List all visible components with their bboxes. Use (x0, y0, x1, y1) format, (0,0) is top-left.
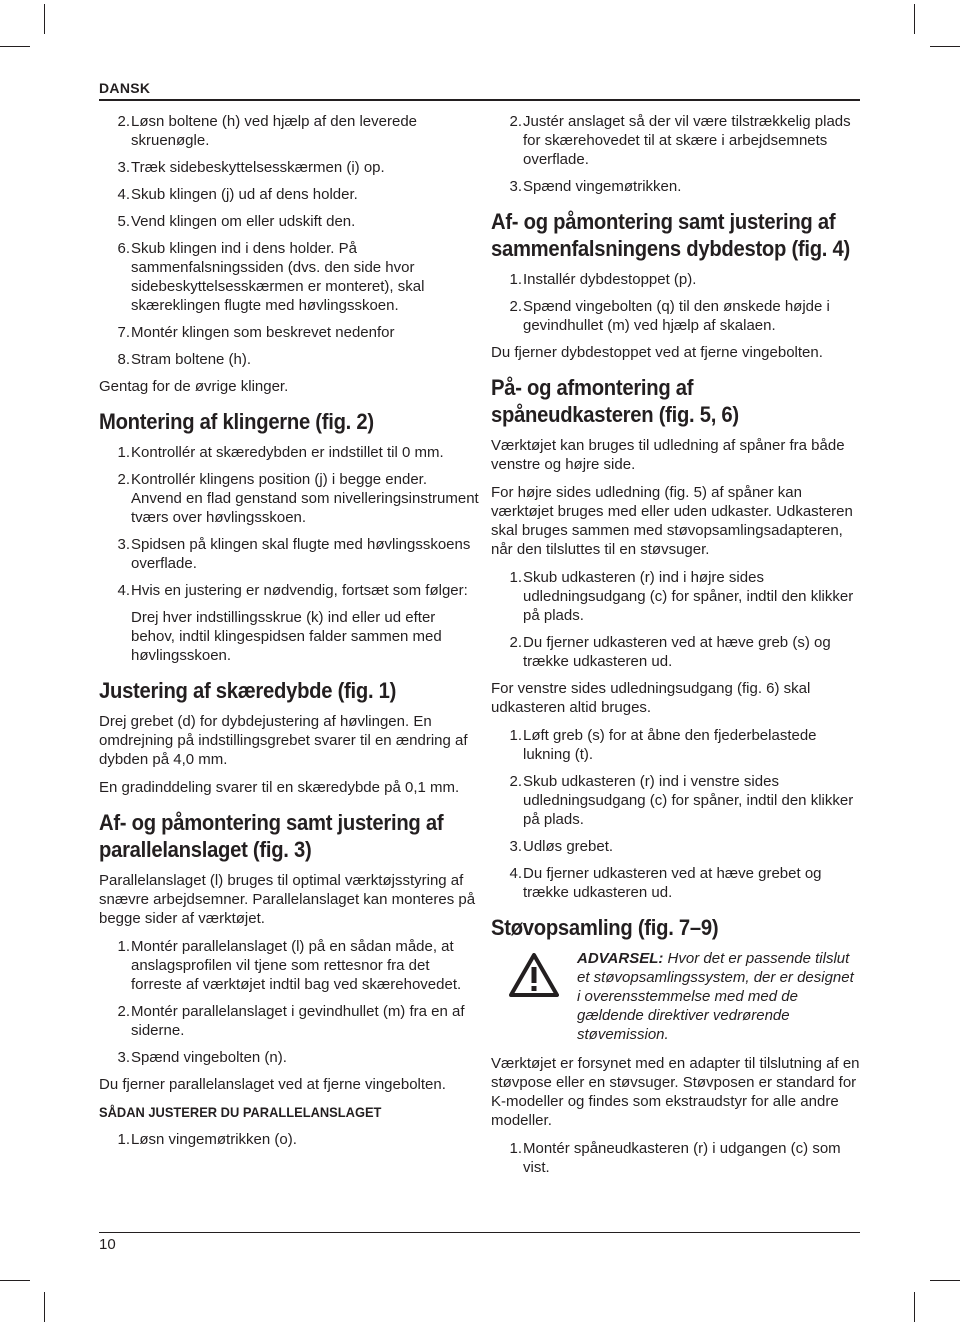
list-item: 3. Udløs grebet. (509, 838, 614, 855)
depth-stop-list (491, 270, 861, 335)
list-item: 2. Spænd vingebolten (q) til den ønskede højde i gevindhullet (m) ved hjælp af skalaen. (509, 298, 830, 334)
list-item: 1. Løft greb (s) for at åbne den fjederbelastede lukning (t). (509, 727, 817, 763)
list-item: 1. Montér parallelanslaget (l) på en sådan måde, at anslagsprofilen vil tjene som rettesnor fra det forreste af værktøjet indtil bag ved skærehovedet. (117, 938, 462, 993)
list-item: 3. Spænd vingemøtrikken. (509, 178, 682, 195)
chip-left-list (491, 726, 861, 902)
blade-steps-list (99, 112, 479, 369)
warning-box (491, 949, 861, 1044)
depth-paragraph: Drej grebet (d) for dybdejustering af høvlingen. En omdrejning på indstillingsgrebet svarer til en ændring af dybden på 4,0 mm. (99, 713, 468, 768)
chip-paragraph: For højre sides udledning (fig. 5) af spåner kan værktøjet bruges med eller uden udkaster. Udkasteren skal bruges sammen med støvopsamlingsadapteren, når den tilsluttes til en støvsuger. (491, 484, 853, 558)
section-heading-chip-ejector: På- og afmontering af spåneudkasteren (fig. 5, 6) (491, 375, 739, 427)
dust-paragraph: Værktøjet er forsynet med en adapter til tilslutning af en støvpose eller en støvsuger. Støvposen er standard for K-modeller og findes som ekstraudstyr for alle andre modeller. (491, 1055, 860, 1129)
list-item: 4. Hvis en justering er nødvendig, fortsæt som følger: (117, 582, 468, 599)
repeat-note: Gentag for de øvrige klinger. (99, 378, 289, 395)
right-column (491, 112, 861, 1185)
crop-mark (44, 4, 45, 34)
fence-adjust-list (99, 1130, 479, 1149)
list-item: 1. Kontrollér at skæredybden er indstillet til 0 mm. (117, 444, 444, 461)
footer-rule (99, 1232, 860, 1233)
section-heading-fence: Af- og påmontering samt justering af parallelanslaget (fig. 3) (99, 810, 444, 862)
crop-mark (0, 1280, 30, 1281)
crop-mark (0, 46, 30, 47)
chip-paragraph: For venstre sides udledningsudgang (fig. 6) skal udkasteren altid bruges. (491, 680, 811, 716)
crop-mark (914, 4, 915, 34)
crop-mark (914, 1292, 915, 1322)
fence-paragraph: Parallelanslaget (l) bruges til optimal værktøjsstyring af snævre arbejdsemner. Parallelanslaget kan monteres på begge sider af værktøjet. (99, 872, 476, 927)
crop-mark (44, 1292, 45, 1322)
warning-text (577, 949, 861, 1044)
list-item: 7. Montér klingen som beskrevet nedenfor (117, 324, 395, 341)
list-item: 5. Vend klingen om eller udskift den. (117, 213, 356, 230)
list-item: 3. Spænd vingebolten (n). (117, 1049, 287, 1066)
list-item: 8. Stram boltene (h). (117, 351, 252, 368)
list-item: 1. Skub udkasteren (r) ind i højre sides udledningsudgang (c) for spåner, indtil den klikker på plads. (509, 569, 854, 624)
dust-list (491, 1139, 861, 1177)
list-item: 3. Spidsen på klingen skal flugte med høvlingsskoens overflade. (117, 536, 471, 572)
section-heading-blades: Montering af klingerne (fig. 2) (99, 409, 374, 434)
fence-remove-note: Du fjerner parallelanslaget ved at fjerne vingebolten. (99, 1076, 446, 1093)
list-item: 4. Du fjerner udkasteren ved at hæve grebet og trække udkasteren ud. (509, 865, 822, 901)
header-rule (99, 99, 860, 101)
blade-mount-list (99, 443, 479, 600)
fence-adjust-list-cont (491, 112, 861, 196)
warning-label: ADVARSEL: (577, 950, 664, 967)
adjust-note: Drej hver indstillingsskrue (k) ind eller ud efter behov, indtil klingespidsen falder sammen med høvlingsskoen. (131, 609, 442, 664)
list-item: 2. Løsn boltene (h) ved hjælp af den leverede skruenøgle. (117, 113, 418, 149)
list-item: 1. Løsn vingemøtrikken (o). (117, 1131, 297, 1148)
list-item: 2. Kontrollér klingens position (j) i begge ender. Anvend en flad genstand som nivelleringsinstrument tværs over høvlingsskoen. (117, 471, 479, 526)
subheading-adjust-fence: SÅDAN JUSTERER DU PARALLELANSLAGET (99, 1104, 382, 1120)
language-label: DANSK (99, 80, 151, 96)
list-item: 1. Montér spåneudkasteren (r) i udgangen (c) som vist. (509, 1140, 841, 1176)
left-column (99, 112, 479, 1157)
warning-body: Hvor det er passende tilslut et støvopsamlingssystem, der er designet i overensstemmelse med med de gældende direktiver vedrørende støvemission. (577, 950, 854, 1043)
warning-triangle-icon (491, 949, 577, 1044)
stop-remove-note: Du fjerner dybdestoppet ved at fjerne vingebolten. (491, 344, 823, 361)
fence-steps-list (99, 937, 479, 1067)
list-item: 2. Justér anslaget så der vil være tilstrækkelig plads for skærehovedet til at skære i arbejdsemnets overflade. (509, 113, 851, 168)
section-heading-depth-stop: Af- og påmontering samt justering af sammenfalsningens dybdestop (fig. 4) (491, 209, 850, 261)
list-item: 3. Træk sidebeskyttelsesskærmen (i) op. (117, 159, 385, 176)
page-number: 10 (99, 1236, 116, 1253)
list-item: 1. Installér dybdestoppet (p). (509, 271, 697, 288)
list-item: 2. Du fjerner udkasteren ved at hæve greb (s) og trække udkasteren ud. (509, 634, 831, 670)
crop-mark (930, 1280, 960, 1281)
list-item: 4. Skub klingen (j) ud af dens holder. (117, 186, 358, 203)
section-heading-depth: Justering af skæredybde (fig. 1) (99, 678, 397, 703)
chip-paragraph: Værktøjet kan bruges til udledning af spåner fra både venstre og højre side. (491, 437, 845, 473)
chip-right-list (491, 568, 861, 671)
list-item: 2. Skub udkasteren (r) ind i venstre sides udledningsudgang (c) for spåner, indtil den klikker på plads. (509, 773, 854, 828)
depth-paragraph: En gradinddeling svarer til en skæredybde på 0,1 mm. (99, 779, 460, 796)
section-heading-dust: Støvopsamling (fig. 7–9) (491, 915, 719, 940)
crop-mark (930, 46, 960, 47)
list-item: 2. Montér parallelanslaget i gevindhullet (m) fra en af siderne. (117, 1003, 465, 1039)
list-item: 6. Skub klingen ind i dens holder. På sammenfalsningssiden (dvs. den side hvor sidebeskyttelsesskærmen er monteret), skal skæreklingen flugte med høvlingsskoen. (117, 240, 425, 314)
